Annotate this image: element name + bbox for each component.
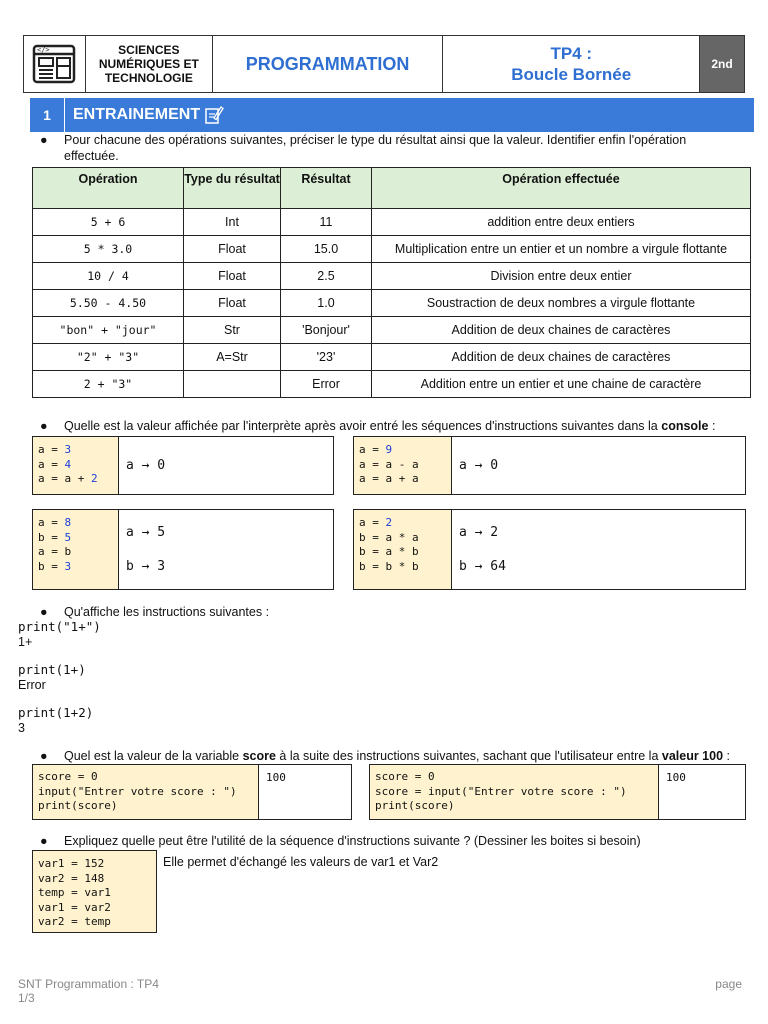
code-line <box>38 443 113 458</box>
code-line <box>359 560 446 575</box>
code-block <box>354 437 452 494</box>
footer-page-number: 1/3 <box>18 991 35 1005</box>
question-4-text-e: : <box>723 749 730 763</box>
operation-cell: 2 + "3" <box>33 371 184 398</box>
code-text: a = <box>359 516 386 529</box>
description-cell: Addition entre un entier et une chaine de caractère <box>372 371 751 398</box>
question-4-text-a: Quel est la valeur de la variable <box>64 749 243 763</box>
page-title: PROGRAMMATION <box>213 36 444 92</box>
code-text: a = <box>359 443 386 456</box>
level-badge: 2nd <box>700 36 744 92</box>
section-title-text: ENTRAINEMENT <box>73 106 201 123</box>
print-code: print(1+2) <box>18 705 94 720</box>
bullet-icon: ● <box>40 605 48 619</box>
question-1-text: Pour chacune des opérations suivantes, préciser le type du résultat ainsi que la valeur. Identifier enfin l'opération effectuée. <box>64 133 687 163</box>
type-cell: A=Str <box>184 344 281 371</box>
col-header: Résultat <box>281 168 372 209</box>
code-line <box>359 458 446 473</box>
table-row <box>33 263 751 290</box>
result-cell: Error <box>281 371 372 398</box>
bullet-icon: ● <box>40 834 48 848</box>
table-header-row <box>33 168 751 209</box>
result-block: 100 <box>266 771 286 784</box>
question-4-text-b: score <box>242 749 276 763</box>
code-number: 2 <box>90 472 98 485</box>
print-example <box>18 663 318 692</box>
code-block: score = 0 input("Entrer votre score : ") print(score) <box>33 765 259 819</box>
section-title <box>65 105 224 125</box>
code-text: a = <box>38 516 65 529</box>
code-box <box>32 509 334 590</box>
code-window-icon <box>32 42 76 86</box>
question-2-text-bold: console <box>661 419 709 433</box>
type-cell: Float <box>184 236 281 263</box>
print-examples <box>18 620 318 735</box>
code-box <box>353 436 746 495</box>
question-4-text-c: à la suite des instructions suivantes, sachant que l'utilisateur entre la <box>275 749 662 763</box>
code-text: a = <box>38 457 65 471</box>
print-example <box>18 620 318 649</box>
footer-left: SNT Programmation : TP4 <box>18 977 159 991</box>
operation-cell: 5.50 - 4.50 <box>33 290 184 317</box>
print-output: Error <box>18 677 46 692</box>
result-block <box>452 510 745 589</box>
code-text: a = b <box>38 545 72 558</box>
result-line: a → 2 <box>459 525 499 541</box>
code-number: 4 <box>64 457 72 471</box>
section-banner <box>30 98 754 132</box>
question-2-text <box>40 418 760 434</box>
bullet-icon: ● <box>40 749 48 763</box>
code-text: b = b * b <box>359 559 419 573</box>
table-row <box>33 371 751 398</box>
operation-cell: 5 * 3.0 <box>33 236 184 263</box>
code-line <box>359 443 446 458</box>
swap-answer: Elle permet d'échangé les valeurs de var1 et Var2 <box>163 855 439 869</box>
description-cell: Addition de deux chaines de caractères <box>372 317 751 344</box>
result-cell: 'Bonjour' <box>281 317 372 344</box>
result-cell: 2.5 <box>281 263 372 290</box>
result-cell: 15.0 <box>281 236 372 263</box>
col-header: Opération <box>33 168 184 209</box>
swap-code-box <box>32 850 157 933</box>
code-text: b = <box>38 559 65 573</box>
code-block <box>33 510 119 589</box>
print-code: print(1+) <box>18 662 86 677</box>
result-cell: 11 <box>281 209 372 236</box>
table-row <box>33 344 751 371</box>
code-text: a = <box>38 443 65 456</box>
code-line <box>38 560 113 575</box>
code-box <box>32 436 334 495</box>
code-block <box>33 437 119 494</box>
operation-cell: "bon" + "jour" <box>33 317 184 344</box>
result-block <box>452 437 745 494</box>
result-line: a → 0 <box>126 458 166 473</box>
code-line <box>38 472 113 487</box>
result-cell: 1.0 <box>281 290 372 317</box>
tp-number: TP4 : <box>550 44 593 63</box>
operation-cell: "2" + "3" <box>33 344 184 371</box>
code-line <box>359 472 446 487</box>
result-line: a → 5 <box>126 525 166 541</box>
code-number: 5 <box>64 530 72 544</box>
question-1 <box>40 132 740 164</box>
code-block: var1 = 152 var2 = 148 temp = var1 var1 = var2 var2 = temp <box>33 851 156 932</box>
code-text: a = a - a <box>359 457 419 471</box>
code-line <box>359 516 446 531</box>
question-2-text-a: Quelle est la valeur affichée par l'interprète après avoir entré les séquences d'instructions suivantes dans la <box>64 419 662 433</box>
logo-cell <box>24 36 86 92</box>
bullet-icon: ● <box>40 133 48 147</box>
code-number: 9 <box>385 443 393 456</box>
section-number: 1 <box>30 98 65 132</box>
result-line: b → 64 <box>459 558 506 574</box>
table-row <box>33 209 751 236</box>
document-header <box>23 35 745 93</box>
subject-label: SCIENCES NUMÉRIQUES ET TECHNOLOGIE <box>86 36 213 92</box>
code-number: 3 <box>64 559 72 573</box>
question-3-text: Qu'affiche les instructions suivantes : <box>64 605 270 619</box>
result-block <box>119 510 333 589</box>
tp-title <box>443 36 700 92</box>
table-row <box>33 236 751 263</box>
print-code: print("1+") <box>18 619 101 634</box>
result-line: b → 3 <box>126 558 166 574</box>
question-5 <box>40 833 760 849</box>
code-box <box>353 509 746 590</box>
code-line <box>38 531 113 546</box>
result-block: 100 <box>666 771 686 784</box>
print-example <box>18 706 318 735</box>
code-number: 8 <box>64 516 72 529</box>
question-4-text <box>40 748 760 764</box>
type-cell: Int <box>184 209 281 236</box>
operations-table-body <box>33 209 751 398</box>
code-text: b = a * b <box>359 545 419 558</box>
code-line <box>359 531 446 546</box>
question-5-text: Expliquez quelle peut être l'utilité de la séquence d'instructions suivante ? (Dessiner les boites si besoin) <box>64 834 641 848</box>
code-text: b = <box>38 530 65 544</box>
question-4 <box>40 748 760 764</box>
operation-cell: 5 + 6 <box>33 209 184 236</box>
question-4-text-d: valeur 100 <box>661 749 724 763</box>
operations-table <box>32 167 751 398</box>
score-box <box>32 764 352 820</box>
description-cell: addition entre deux entiers <box>372 209 751 236</box>
description-cell: Multiplication entre un entier et un nombre a virgule flottante <box>372 236 751 263</box>
table-row <box>33 290 751 317</box>
description-cell: Addition de deux chaines de caractères <box>372 344 751 371</box>
code-line <box>38 516 113 531</box>
type-cell: Float <box>184 290 281 317</box>
code-line <box>38 545 113 560</box>
code-block: score = 0 score = input("Entrer votre score : ") print(score) <box>370 765 659 819</box>
type-cell: Str <box>184 317 281 344</box>
result-line: a → 0 <box>459 458 499 473</box>
description-cell: Soustraction de deux nombres a virgule flottante <box>372 290 751 317</box>
code-text: b = a * a <box>359 530 419 544</box>
operation-cell: 10 / 4 <box>33 263 184 290</box>
code-number: 3 <box>64 443 72 456</box>
type-cell <box>184 371 281 398</box>
code-line <box>359 545 446 560</box>
score-box <box>369 764 746 820</box>
table-row <box>33 317 751 344</box>
svg-text:</>: </> <box>37 46 51 54</box>
result-cell: '23' <box>281 344 372 371</box>
code-line <box>38 458 113 473</box>
print-output: 3 <box>18 720 25 735</box>
code-number: 2 <box>385 516 393 529</box>
footer-right: page <box>715 977 742 991</box>
code-text: a = a + a <box>359 472 419 485</box>
tp-subtitle: Boucle Bornée <box>511 65 632 84</box>
code-text: a = a + <box>38 472 91 485</box>
result-block <box>119 437 333 494</box>
bullet-icon: ● <box>40 419 48 433</box>
code-block <box>354 510 452 589</box>
col-header: Type du résultat <box>184 168 281 209</box>
type-cell: Float <box>184 263 281 290</box>
question-2 <box>40 418 760 434</box>
description-cell: Division entre deux entier <box>372 263 751 290</box>
col-header: Opération effectuée <box>372 168 751 209</box>
edit-icon <box>204 105 224 125</box>
print-output: 1+ <box>18 634 33 649</box>
question-3 <box>40 604 740 620</box>
question-2-text-c: : <box>708 419 716 433</box>
